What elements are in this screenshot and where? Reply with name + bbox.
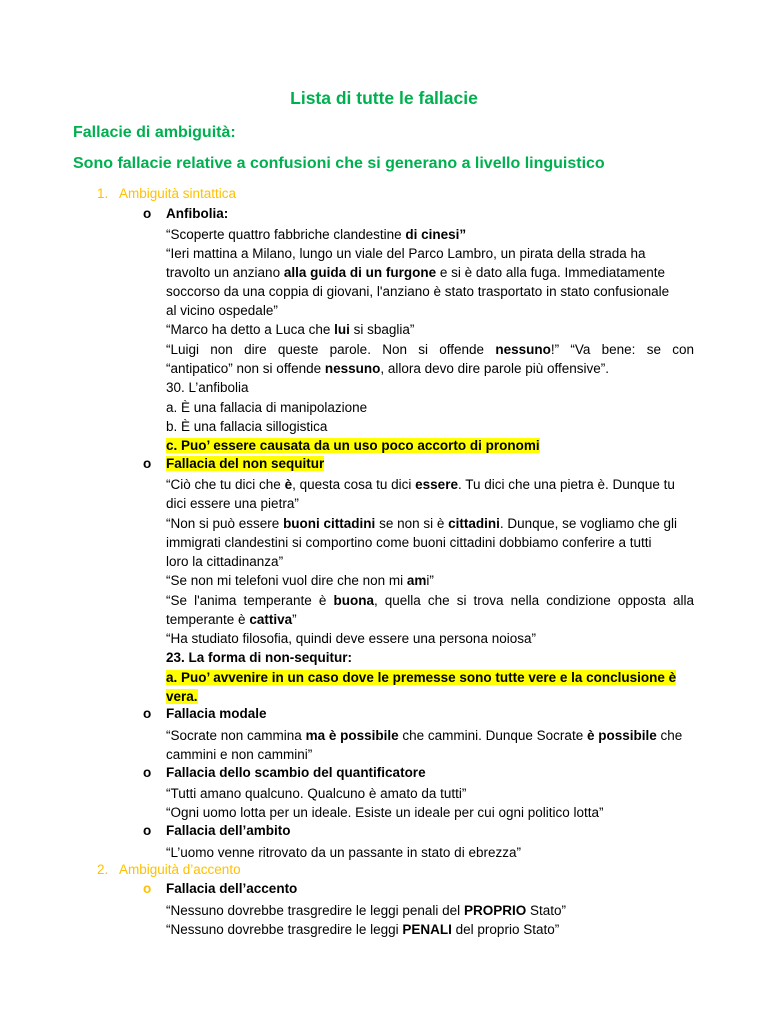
text: “antipatico” non si offende (166, 361, 325, 376)
text: si sbaglia” (349, 322, 415, 337)
text: . Tu dici che una pietra è. Dunque tu (457, 477, 675, 492)
bold-text: 23. La forma di non-sequitur: (166, 650, 353, 665)
text-line: loro la cittadinanza” (166, 554, 284, 569)
bold-text: buona (333, 593, 374, 608)
bold-text: lui (334, 322, 350, 337)
highlighted-text: vera. (166, 689, 198, 704)
bold-text: ma è possibile (305, 728, 399, 743)
bold-text: nessuno (324, 361, 381, 376)
text-line (166, 340, 694, 359)
bullet-marker: o (143, 823, 152, 838)
text: “Marco ha detto a Luca che (166, 322, 335, 337)
highlighted-text: c. Puo’ essere causata da un uso poco accorto di pronomi (166, 438, 540, 453)
bullet-quantificatore (143, 765, 426, 780)
bullet-marker: o (143, 206, 152, 221)
text-line: “L’uomo venne ritrovato da un passante in stato di ebrezza” (166, 845, 521, 860)
bold-text: PENALI (402, 922, 452, 937)
text: , questa cosa tu dici (292, 477, 416, 492)
text: “Socrate non cammina (166, 728, 306, 743)
bullet-label: Fallacia dello scambio del quantificatore (166, 765, 426, 780)
text-line (166, 726, 694, 745)
text-line: cammini e non cammini” (166, 747, 313, 762)
bold-text: am (406, 573, 427, 588)
bullet-modale (143, 706, 267, 721)
bullet-label: Anfibolia: (166, 206, 229, 221)
text: che cammini. Dunque Socrate (398, 728, 587, 743)
text: “Nessuno dovrebbe trasgredire le leggi (166, 922, 403, 937)
heading-ambiguity: Fallacie di ambiguità: (73, 124, 236, 141)
text: “Luigi non dire queste parole. Non si offende (166, 342, 496, 357)
highlighted-text: a. Puo’ avvenire in un caso dove le premesse sono tutte vere e la conclusione è (166, 670, 677, 685)
text: ” (292, 612, 297, 627)
text: e si è dato alla fuga. Immediatamente (436, 265, 665, 280)
text-line (166, 263, 694, 282)
text-line: “Ha studiato filosofia, quindi deve essere una persona noiosa” (166, 631, 536, 646)
heading-description: Sono fallacie relative a confusioni che si generano a livello linguistico (73, 155, 605, 172)
bullet-label: Fallacia dell’ambito (166, 823, 291, 838)
text-line (166, 591, 694, 610)
text: del proprio Stato” (451, 922, 560, 937)
quiz-answer-highlighted (166, 668, 694, 687)
bullet-marker: o (143, 765, 152, 780)
text-line (166, 920, 694, 939)
text-line: al vicino ospedale” (166, 303, 278, 318)
bold-text: cittadini (448, 516, 500, 531)
text: “Scoperte quattro fabbriche clandestine (166, 227, 406, 242)
text: , allora devo dire parole più offensive”. (380, 361, 610, 376)
text-line (166, 225, 694, 244)
bold-text: di cinesi” (405, 227, 467, 242)
bullet-label: Fallacia dell’accento (166, 881, 298, 896)
text-line (166, 901, 694, 920)
section-1-heading (97, 186, 236, 201)
quiz-question (166, 648, 694, 667)
section-1-label: Ambiguità sintattica (119, 186, 237, 201)
bold-text: nessuno (495, 342, 551, 357)
text: temperante è (166, 612, 250, 627)
text: “Nessuno dovrebbe trasgredire le leggi penali del (166, 903, 464, 918)
bold-text: cattiva (249, 612, 293, 627)
quiz-answer-highlighted (166, 687, 694, 706)
bold-text: alla guida di un furgone (283, 265, 437, 280)
bullet-marker: o (143, 706, 152, 721)
text-line (166, 514, 694, 533)
section-1-number: 1. (97, 186, 109, 201)
bullet-non-sequitur (143, 456, 324, 471)
bold-text: essere (415, 477, 458, 492)
text-line: immigrati clandestini si comportino come buoni cittadini dobbiamo conferire a tutti (166, 535, 652, 550)
text-line: dici essere una pietra” (166, 496, 299, 511)
text: “Non si può essere (166, 516, 284, 531)
text: se non si è (375, 516, 449, 531)
section-2-number: 2. (97, 862, 109, 877)
text: “Ciò che tu dici che (166, 477, 285, 492)
bullet-anfibolia (143, 206, 228, 221)
text-line: “Tutti amano qualcuno. Qualcuno è amato da tutti” (166, 786, 467, 801)
section-2-label: Ambiguità d’accento (119, 862, 241, 877)
bold-text: è (284, 477, 293, 492)
quiz-option: a. È una fallacia di manipolazione (166, 400, 368, 415)
text-line (166, 610, 694, 629)
bullet-marker: o (143, 881, 152, 896)
bold-text: è possibile (586, 728, 657, 743)
bullet-label: Fallacia modale (166, 706, 267, 721)
text-line (166, 571, 694, 590)
bold-text: PROPRIO (463, 903, 527, 918)
text-line (166, 320, 694, 339)
quiz-option: b. È una fallacia sillogistica (166, 419, 328, 434)
text: travolto un anziano (166, 265, 284, 280)
quiz-question: 30. L’anfibolia (166, 380, 249, 395)
bullet-ambito (143, 823, 291, 838)
bold-text: buoni cittadini (283, 516, 376, 531)
bullet-accento (143, 881, 297, 896)
text: i” (426, 573, 434, 588)
text: , quella che si trova nella condizione opposta alla (373, 593, 694, 608)
text: Stato” (526, 903, 566, 918)
text-line: “Ogni uomo lotta per un ideale. Esiste un ideale per cui ogni politico lotta” (166, 805, 604, 820)
quiz-answer-highlighted (166, 436, 694, 455)
text: . Dunque, se vogliamo che gli (499, 516, 677, 531)
text-line (166, 475, 694, 494)
text-line (166, 359, 694, 378)
bullet-label: Fallacia del non sequitur (166, 456, 325, 471)
text: “Se l'anima temperante è (166, 593, 334, 608)
text-line: “Ieri mattina a Milano, lungo un viale del Parco Lambro, un pirata della strada ha (166, 246, 646, 261)
section-2-heading (97, 862, 241, 877)
bullet-marker: o (143, 456, 152, 471)
page-title: Lista di tutte le fallacie (290, 88, 478, 108)
text: che (656, 728, 683, 743)
text-line: soccorso da una coppia di giovani, l'anziano è stato trasportato in stato confusionale (166, 284, 670, 299)
text: “Se non mi telefoni vuol dire che non mi (166, 573, 407, 588)
text: !” “Va bene: se con (550, 342, 694, 357)
